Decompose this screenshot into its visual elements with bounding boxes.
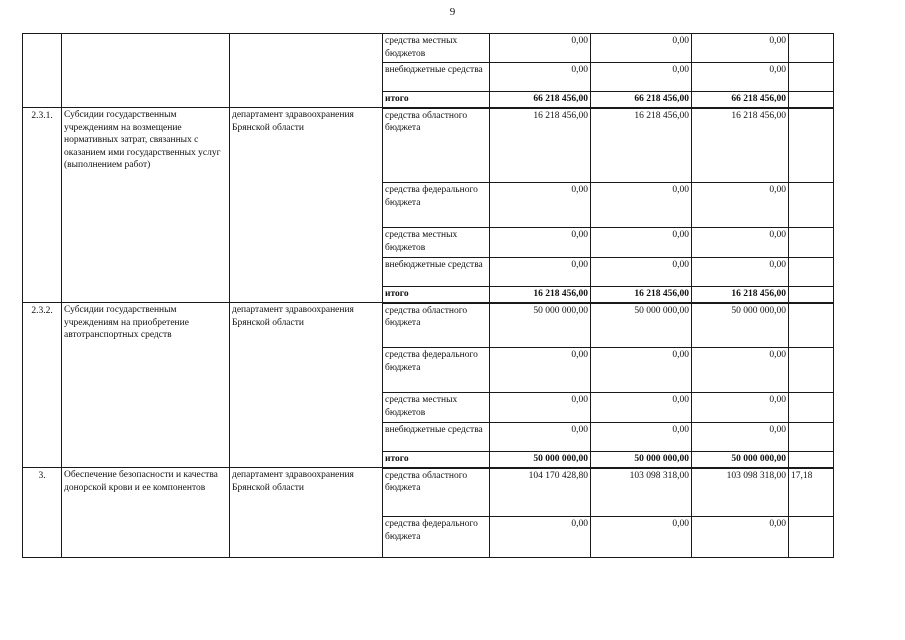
amount-cell: 0,00 (692, 183, 789, 228)
amount-cell: 50 000 000,00 (490, 303, 591, 348)
amount-cell: 16 218 456,00 (490, 108, 591, 183)
item-name: Субсидии государственным учреждениям на приобретение автотранспортных средств (62, 303, 230, 468)
share-cell (789, 393, 834, 423)
amount-cell: 0,00 (490, 63, 591, 92)
item-name (62, 34, 230, 108)
share-cell (789, 258, 834, 287)
amount-cell: 0,00 (490, 348, 591, 393)
amount-cell: 0,00 (490, 228, 591, 258)
funding-source: внебюджетные средства (383, 423, 490, 452)
share-cell (789, 452, 834, 468)
funding-source: внебюджетные средства (383, 258, 490, 287)
funding-source: итого (383, 287, 490, 303)
amount-cell: 0,00 (692, 393, 789, 423)
responsible-department: департамент здравоохранения Брянской области (230, 468, 383, 558)
funding-source: средства федерального бюджета (383, 348, 490, 393)
page-number: 9 (449, 6, 456, 18)
responsible-department (230, 34, 383, 108)
funding-source: средства областного бюджета (383, 303, 490, 348)
amount-cell: 0,00 (490, 183, 591, 228)
funding-source: средства областного бюджета (383, 108, 490, 183)
share-cell (789, 423, 834, 452)
share-cell (789, 287, 834, 303)
share-cell (789, 303, 834, 348)
item-code: 3. (23, 468, 62, 558)
amount-cell: 0,00 (591, 348, 692, 393)
amount-cell: 0,00 (692, 517, 789, 558)
share-cell (789, 228, 834, 258)
amount-cell: 0,00 (591, 63, 692, 92)
funding-source: внебюджетные средства (383, 63, 490, 92)
share-cell (789, 517, 834, 558)
amount-cell: 0,00 (692, 228, 789, 258)
table-row (23, 34, 834, 63)
amount-cell: 16 218 456,00 (490, 287, 591, 303)
amount-cell: 103 098 318,00 (692, 468, 789, 517)
table-row (23, 108, 834, 183)
funding-source: средства федерального бюджета (383, 517, 490, 558)
amount-cell: 0,00 (591, 517, 692, 558)
share-cell: 17,18 (789, 468, 834, 517)
funding-source: итого (383, 452, 490, 468)
responsible-department: департамент здравоохранения Брянской области (230, 303, 383, 468)
amount-cell: 0,00 (591, 423, 692, 452)
share-cell (789, 348, 834, 393)
budget-table (22, 33, 834, 558)
amount-cell: 16 218 456,00 (591, 287, 692, 303)
amount-cell: 0,00 (490, 34, 591, 63)
share-cell (789, 92, 834, 108)
item-code: 2.3.2. (23, 303, 62, 468)
amount-cell: 50 000 000,00 (692, 452, 789, 468)
amount-cell: 66 218 456,00 (591, 92, 692, 108)
amount-cell: 0,00 (490, 423, 591, 452)
item-name: Обеспечение безопасности и качества донорской крови и ее компонентов (62, 468, 230, 558)
amount-cell: 104 170 428,80 (490, 468, 591, 517)
share-cell (789, 108, 834, 183)
share-cell (789, 183, 834, 228)
amount-cell: 16 218 456,00 (591, 108, 692, 183)
item-code: 2.3.1. (23, 108, 62, 303)
amount-cell: 50 000 000,00 (490, 452, 591, 468)
amount-cell: 16 218 456,00 (692, 108, 789, 183)
amount-cell: 0,00 (692, 348, 789, 393)
table-row (23, 303, 834, 348)
funding-source: средства областного бюджета (383, 468, 490, 517)
amount-cell: 0,00 (591, 34, 692, 63)
funding-source: средства федерального бюджета (383, 183, 490, 228)
amount-cell: 50 000 000,00 (692, 303, 789, 348)
item-code (23, 34, 62, 108)
share-cell (789, 34, 834, 63)
amount-cell: 0,00 (692, 258, 789, 287)
amount-cell: 0,00 (692, 34, 789, 63)
amount-cell: 66 218 456,00 (692, 92, 789, 108)
amount-cell: 50 000 000,00 (591, 303, 692, 348)
amount-cell: 0,00 (490, 517, 591, 558)
funding-source: средства местных бюджетов (383, 393, 490, 423)
funding-source: средства местных бюджетов (383, 228, 490, 258)
amount-cell: 0,00 (591, 228, 692, 258)
funding-source: итого (383, 92, 490, 108)
table-row (23, 468, 834, 517)
amount-cell: 0,00 (490, 258, 591, 287)
funding-source: средства местных бюджетов (383, 34, 490, 63)
share-cell (789, 63, 834, 92)
amount-cell: 50 000 000,00 (591, 452, 692, 468)
amount-cell: 16 218 456,00 (692, 287, 789, 303)
amount-cell: 66 218 456,00 (490, 92, 591, 108)
amount-cell: 0,00 (591, 183, 692, 228)
amount-cell: 103 098 318,00 (591, 468, 692, 517)
amount-cell: 0,00 (591, 393, 692, 423)
amount-cell: 0,00 (490, 393, 591, 423)
responsible-department: департамент здравоохранения Брянской области (230, 108, 383, 303)
amount-cell: 0,00 (692, 423, 789, 452)
amount-cell: 0,00 (591, 258, 692, 287)
item-name: Субсидии государственным учреждениям на возмещение нормативных затрат, связанных с оказанием ими государственных услуг (выполнением работ) (62, 108, 230, 303)
amount-cell: 0,00 (692, 63, 789, 92)
